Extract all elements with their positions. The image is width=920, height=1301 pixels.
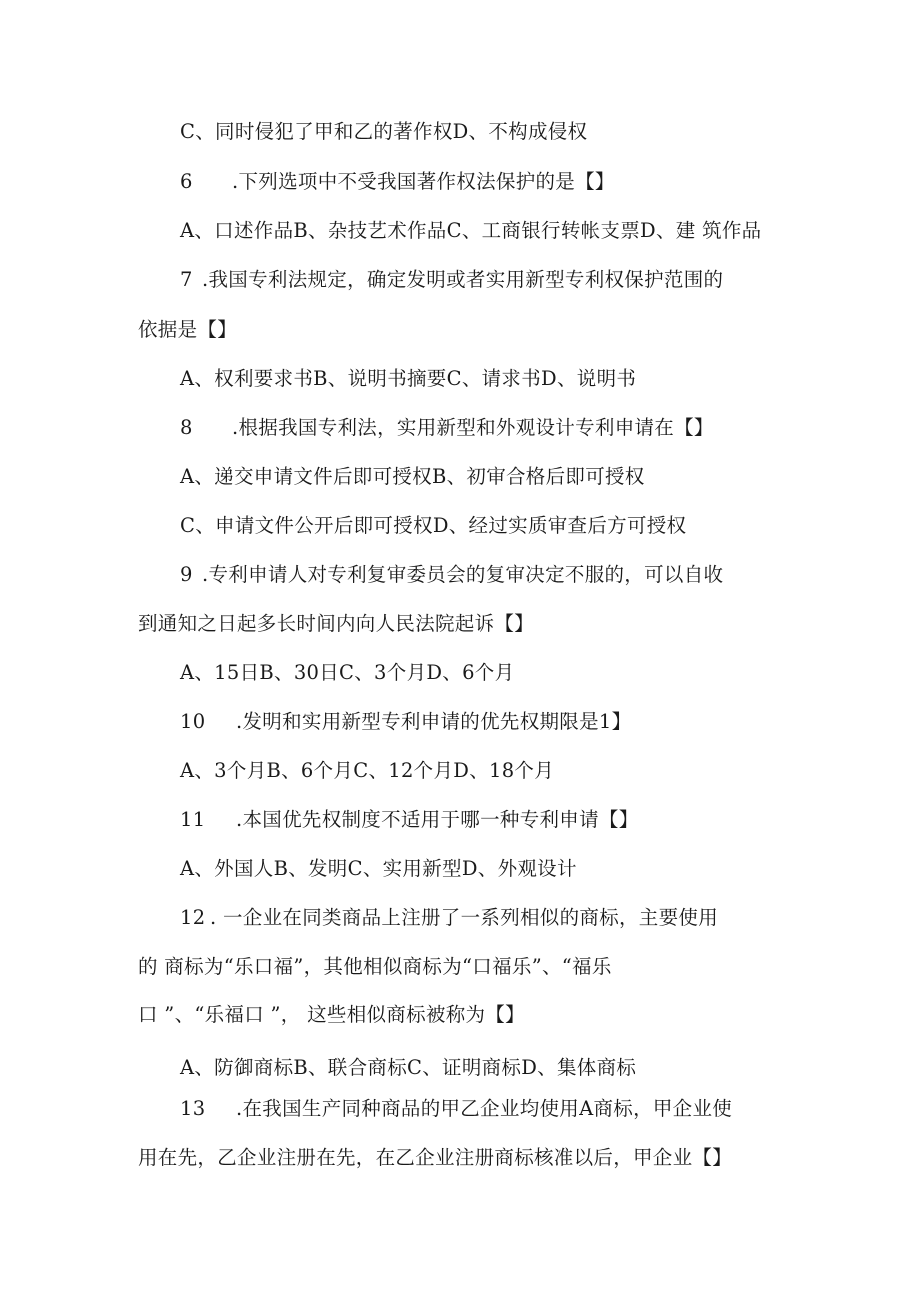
question-text: . 一企业在同类商品上注册了一系列相似的商标，主要使用 <box>210 906 718 929</box>
line-text: C、申请文件公开后即可授权D、经过实质审查后方可授权 <box>180 514 687 537</box>
line-text: A、防御商标B、联合商标C、证明商标D、集体商标 <box>180 1056 637 1079</box>
line-text: 用在先，乙企业注册在先，在乙企业注册商标核准以后，甲企业【】 <box>138 1146 733 1169</box>
options-q8-cd <box>180 514 686 538</box>
options-q12 <box>180 1056 636 1080</box>
question-12-continued-2 <box>138 1003 525 1027</box>
line-text: A、15日B、30日C、3个月D、6个月 <box>180 661 515 684</box>
question-7 <box>180 268 723 292</box>
question-number: 11 <box>180 808 206 831</box>
question-text: .本国优先权制度不适用于哪一种专利申请【】 <box>236 808 639 831</box>
question-12-continued <box>138 955 612 979</box>
question-12 <box>180 906 718 930</box>
options-q10 <box>180 759 554 783</box>
question-number: 10 <box>180 710 206 733</box>
line-text: 到通知之日起多长时间内向人民法院起诉【】 <box>138 612 535 635</box>
question-text: .我国专利法规定，确定发明或者实用新型专利权保护范围的 <box>202 268 724 291</box>
question-text: .发明和实用新型专利申请的优先权期限是1】 <box>236 710 632 733</box>
question-text: .在我国生产同种商品的甲乙企业均使用A商标，甲企业使 <box>236 1097 733 1120</box>
question-text: .下列选项中不受我国著作权法保护的是【】 <box>232 170 615 193</box>
options-q8-ab <box>180 465 645 489</box>
options-q7 <box>180 367 636 391</box>
question-9-continued <box>138 612 534 636</box>
option-line-q5-cd <box>180 120 587 144</box>
line-text: A、外国人B、发明C、实用新型D、外观设计 <box>180 857 577 880</box>
line-text: C、同时侵犯了甲和乙的著作权D、不构成侵权 <box>180 120 588 143</box>
line-text: A、口述作品B、杂技艺术作品C、工商银行转帐支票D、建 筑作品 <box>180 219 762 242</box>
question-text: .根据我国专利法，实用新型和外观设计专利申请在【】 <box>232 416 714 439</box>
question-13-continued <box>138 1146 732 1170</box>
question-8 <box>180 416 714 440</box>
question-10 <box>180 710 631 734</box>
line-text: A、递交申请文件后即可授权B、初审合格后即可授权 <box>180 465 645 488</box>
line-text: A、3个月B、6个月C、12个月D、18个月 <box>180 759 555 782</box>
question-11 <box>180 808 639 832</box>
line-text: 依据是【】 <box>138 318 238 341</box>
line-text: 的 商标为“乐口福”，其他相似商标为“口福乐”、“福乐 <box>138 955 612 978</box>
question-number: 12 <box>180 906 206 929</box>
question-9 <box>180 563 723 587</box>
question-13 <box>180 1097 732 1121</box>
options-q9 <box>180 661 514 685</box>
question-6 <box>180 170 615 194</box>
question-number: 7 <box>180 268 193 291</box>
question-number: 8 <box>180 416 193 439</box>
question-number: 9 <box>180 563 193 586</box>
question-7-continued <box>138 318 237 342</box>
question-number: 13 <box>180 1097 206 1120</box>
question-number: 6 <box>180 170 193 193</box>
line-text: A、权利要求书B、说明书摘要C、请求书D、说明书 <box>180 367 637 390</box>
question-text: .专利申请人对专利复审委员会的复审决定不服的，可以自收 <box>202 563 724 586</box>
line-text: 口 ”、“乐福口 ”， 这些相似商标被称为【】 <box>138 1003 525 1026</box>
options-q11 <box>180 857 577 881</box>
options-q6 <box>180 219 761 243</box>
